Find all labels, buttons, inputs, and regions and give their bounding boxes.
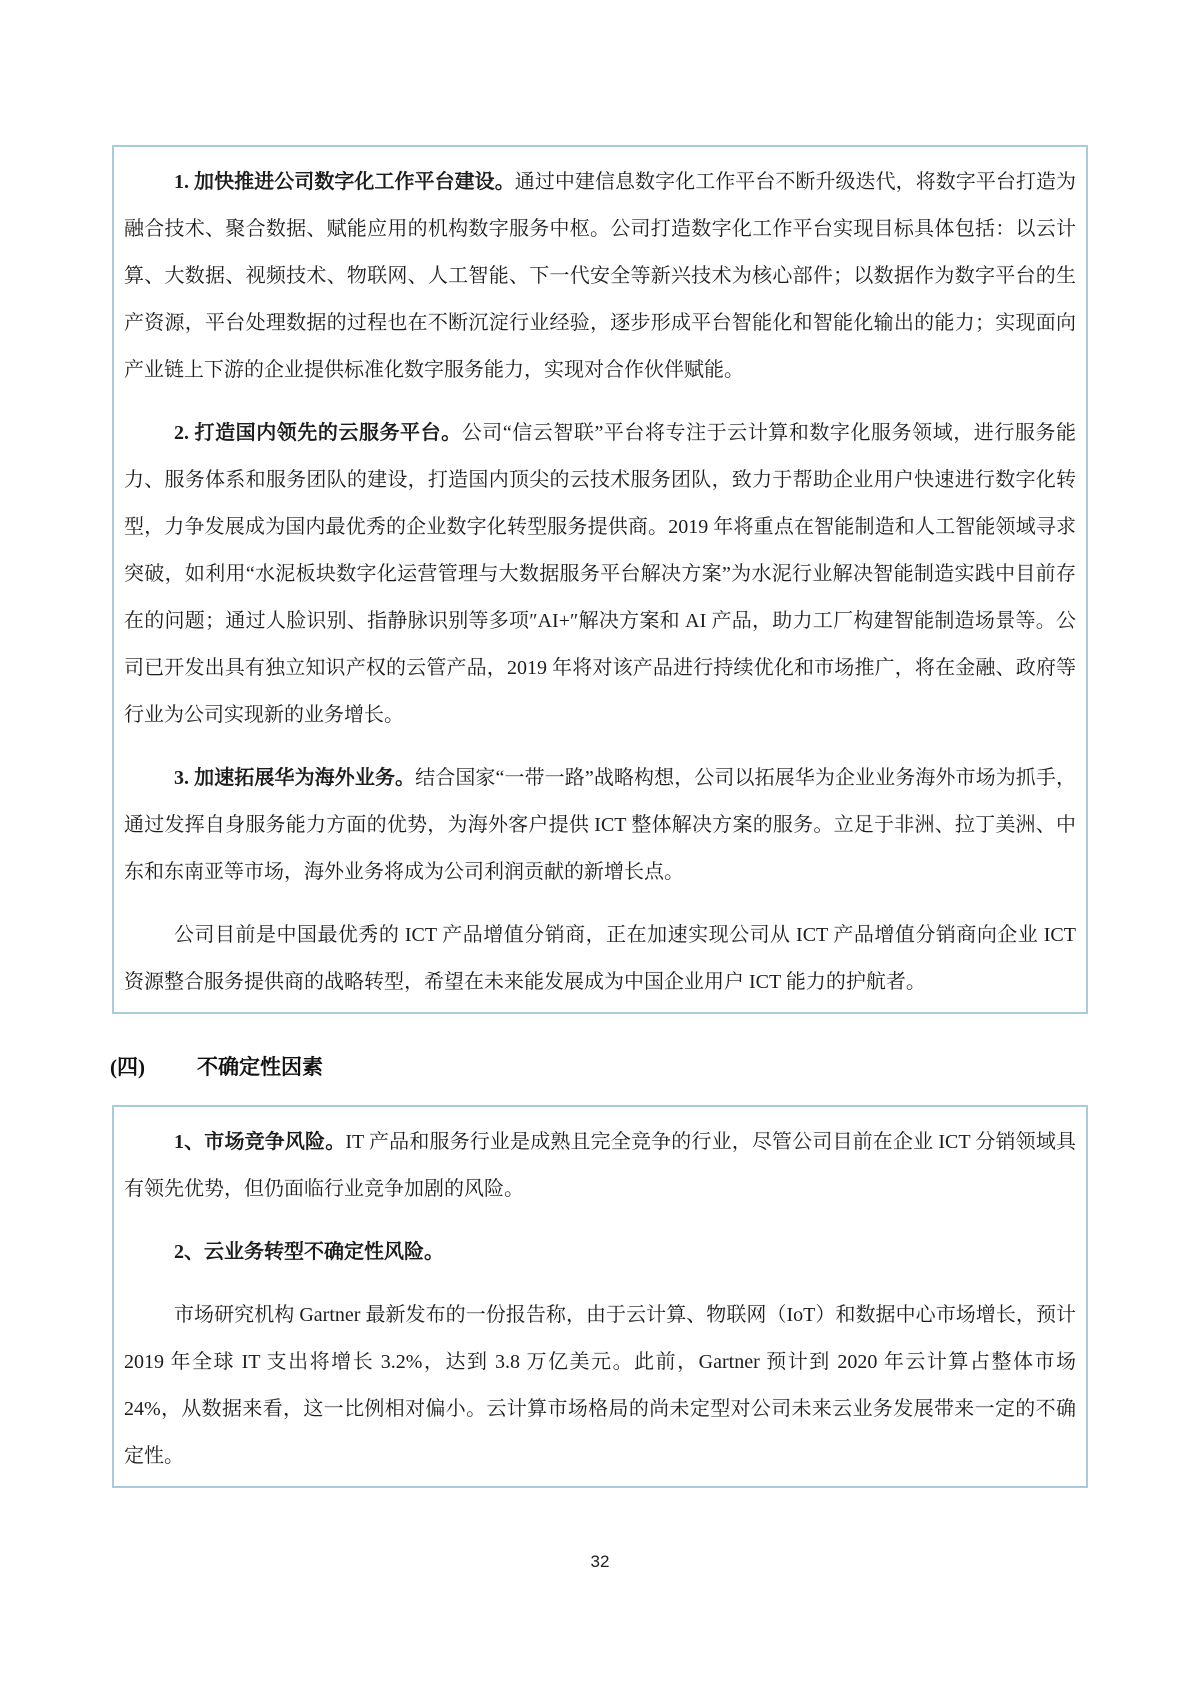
paragraph-lead: 2、云业务转型不确定性风险。	[174, 1241, 444, 1263]
paragraph-lead: 2. 打造国内领先的云服务平台。	[174, 422, 462, 444]
paragraph-gartner-report	[124, 1292, 1076, 1480]
paragraph-huawei-overseas	[124, 755, 1076, 896]
paragraph-ict-distributor	[124, 912, 1076, 1006]
section-heading-uncertainty	[110, 1050, 323, 1084]
paragraph-body: 通过中建信息数字化工作平台不断升级迭代，将数字平台打造为融合技术、聚合数据、赋能应用的机构数字服务中枢。公司打造数字化工作平台实现目标具体包括：以云计算、大数据、视频技术、物联网、人工智能、下一代安全等新兴技术为核心部件；以数据作为数字平台的生产资源，平台处理数据的过程也在不断沉淀行业经验，逐步形成平台智能化和智能化输出的能力；实现面向产业链上下游的企业提供标准化数字服务能力，实现对合作伙伴赋能。	[124, 171, 1077, 381]
outlook-text-box	[112, 145, 1088, 1014]
paragraph-lead: 1、市场竞争风险。	[174, 1131, 346, 1153]
section-heading-title: 不确定性因素	[197, 1055, 323, 1079]
risk-text-box	[112, 1105, 1088, 1488]
section-heading-number: (四)	[110, 1055, 145, 1079]
paragraph-market-competition-risk	[124, 1119, 1076, 1213]
page-number: 32	[590, 1552, 610, 1571]
paragraph-lead: 3. 加速拓展华为海外业务。	[174, 767, 416, 789]
paragraph-cloud-service	[124, 410, 1076, 739]
paragraph-body: 结合国家“一带一路”战略构想，公司以拓展华为企业业务海外市场为抓手，通过发挥自身服务能力方面的优势，为海外客户提供 ICT 整体解决方案的服务。立足于非洲、拉丁美洲、中东和东南亚等市场，海外业务将成为公司利润贡献的新增长点。	[124, 767, 1076, 883]
paragraph-body: IT 产品和服务行业是成熟且完全竞争的行业，尽管公司目前在企业 ICT 分销领域具有领先优势，但仍面临行业竞争加剧的风险。	[124, 1131, 1076, 1200]
paragraph-digital-platform	[124, 159, 1076, 394]
paragraph-lead: 1. 加快推进公司数字化工作平台建设。	[174, 171, 515, 193]
paragraph-body: 公司“信云智联”平台将专注于云计算和数字化服务领域，进行服务能力、服务体系和服务团队的建设，打造国内顶尖的云技术服务团队，致力于帮助企业用户快速进行数字化转型，力争发展成为国内最优秀的企业数字化转型服务提供商。2019 年将重点在智能制造和人工智能领域寻求突破，如利用“水泥板块数字化运营管理与大数据服务平台解决方案”为水泥行业解决智能制造实践中目前存在的问题；通过人脸识别、指静脉识别等多项″AI+″解决方案和 AI 产品，助力工厂构建智能制造场景等。公司已开发出具有独立知识产权的云管产品，2019 年将对该产品进行持续优化和市场推广，将在金融、政府等行业为公司实现新的业务增长。	[124, 422, 1076, 726]
paragraph-cloud-transition-risk	[124, 1229, 1076, 1276]
paragraph-body: 公司目前是中国最优秀的 ICT 产品增值分销商，正在加速实现公司从 ICT 产品增值分销商向企业 ICT 资源整合服务提供商的战略转型，希望在未来能发展成为中国企业用户 ICT 能力的护航者。	[124, 924, 1076, 993]
paragraph-body: 市场研究机构 Gartner 最新发布的一份报告称，由于云计算、物联网（IoT）和数据中心市场增长，预计 2019 年全球 IT 支出将增长 3.2%，达到 3.8 万亿美元。此前，Gartner 预计到 2020 年云计算占整体市场 24%，从数据来看，这一比例相对偏小。云计算市场格局的尚未定型对公司未来云业务发展带来一定的不确定性。	[124, 1304, 1076, 1467]
